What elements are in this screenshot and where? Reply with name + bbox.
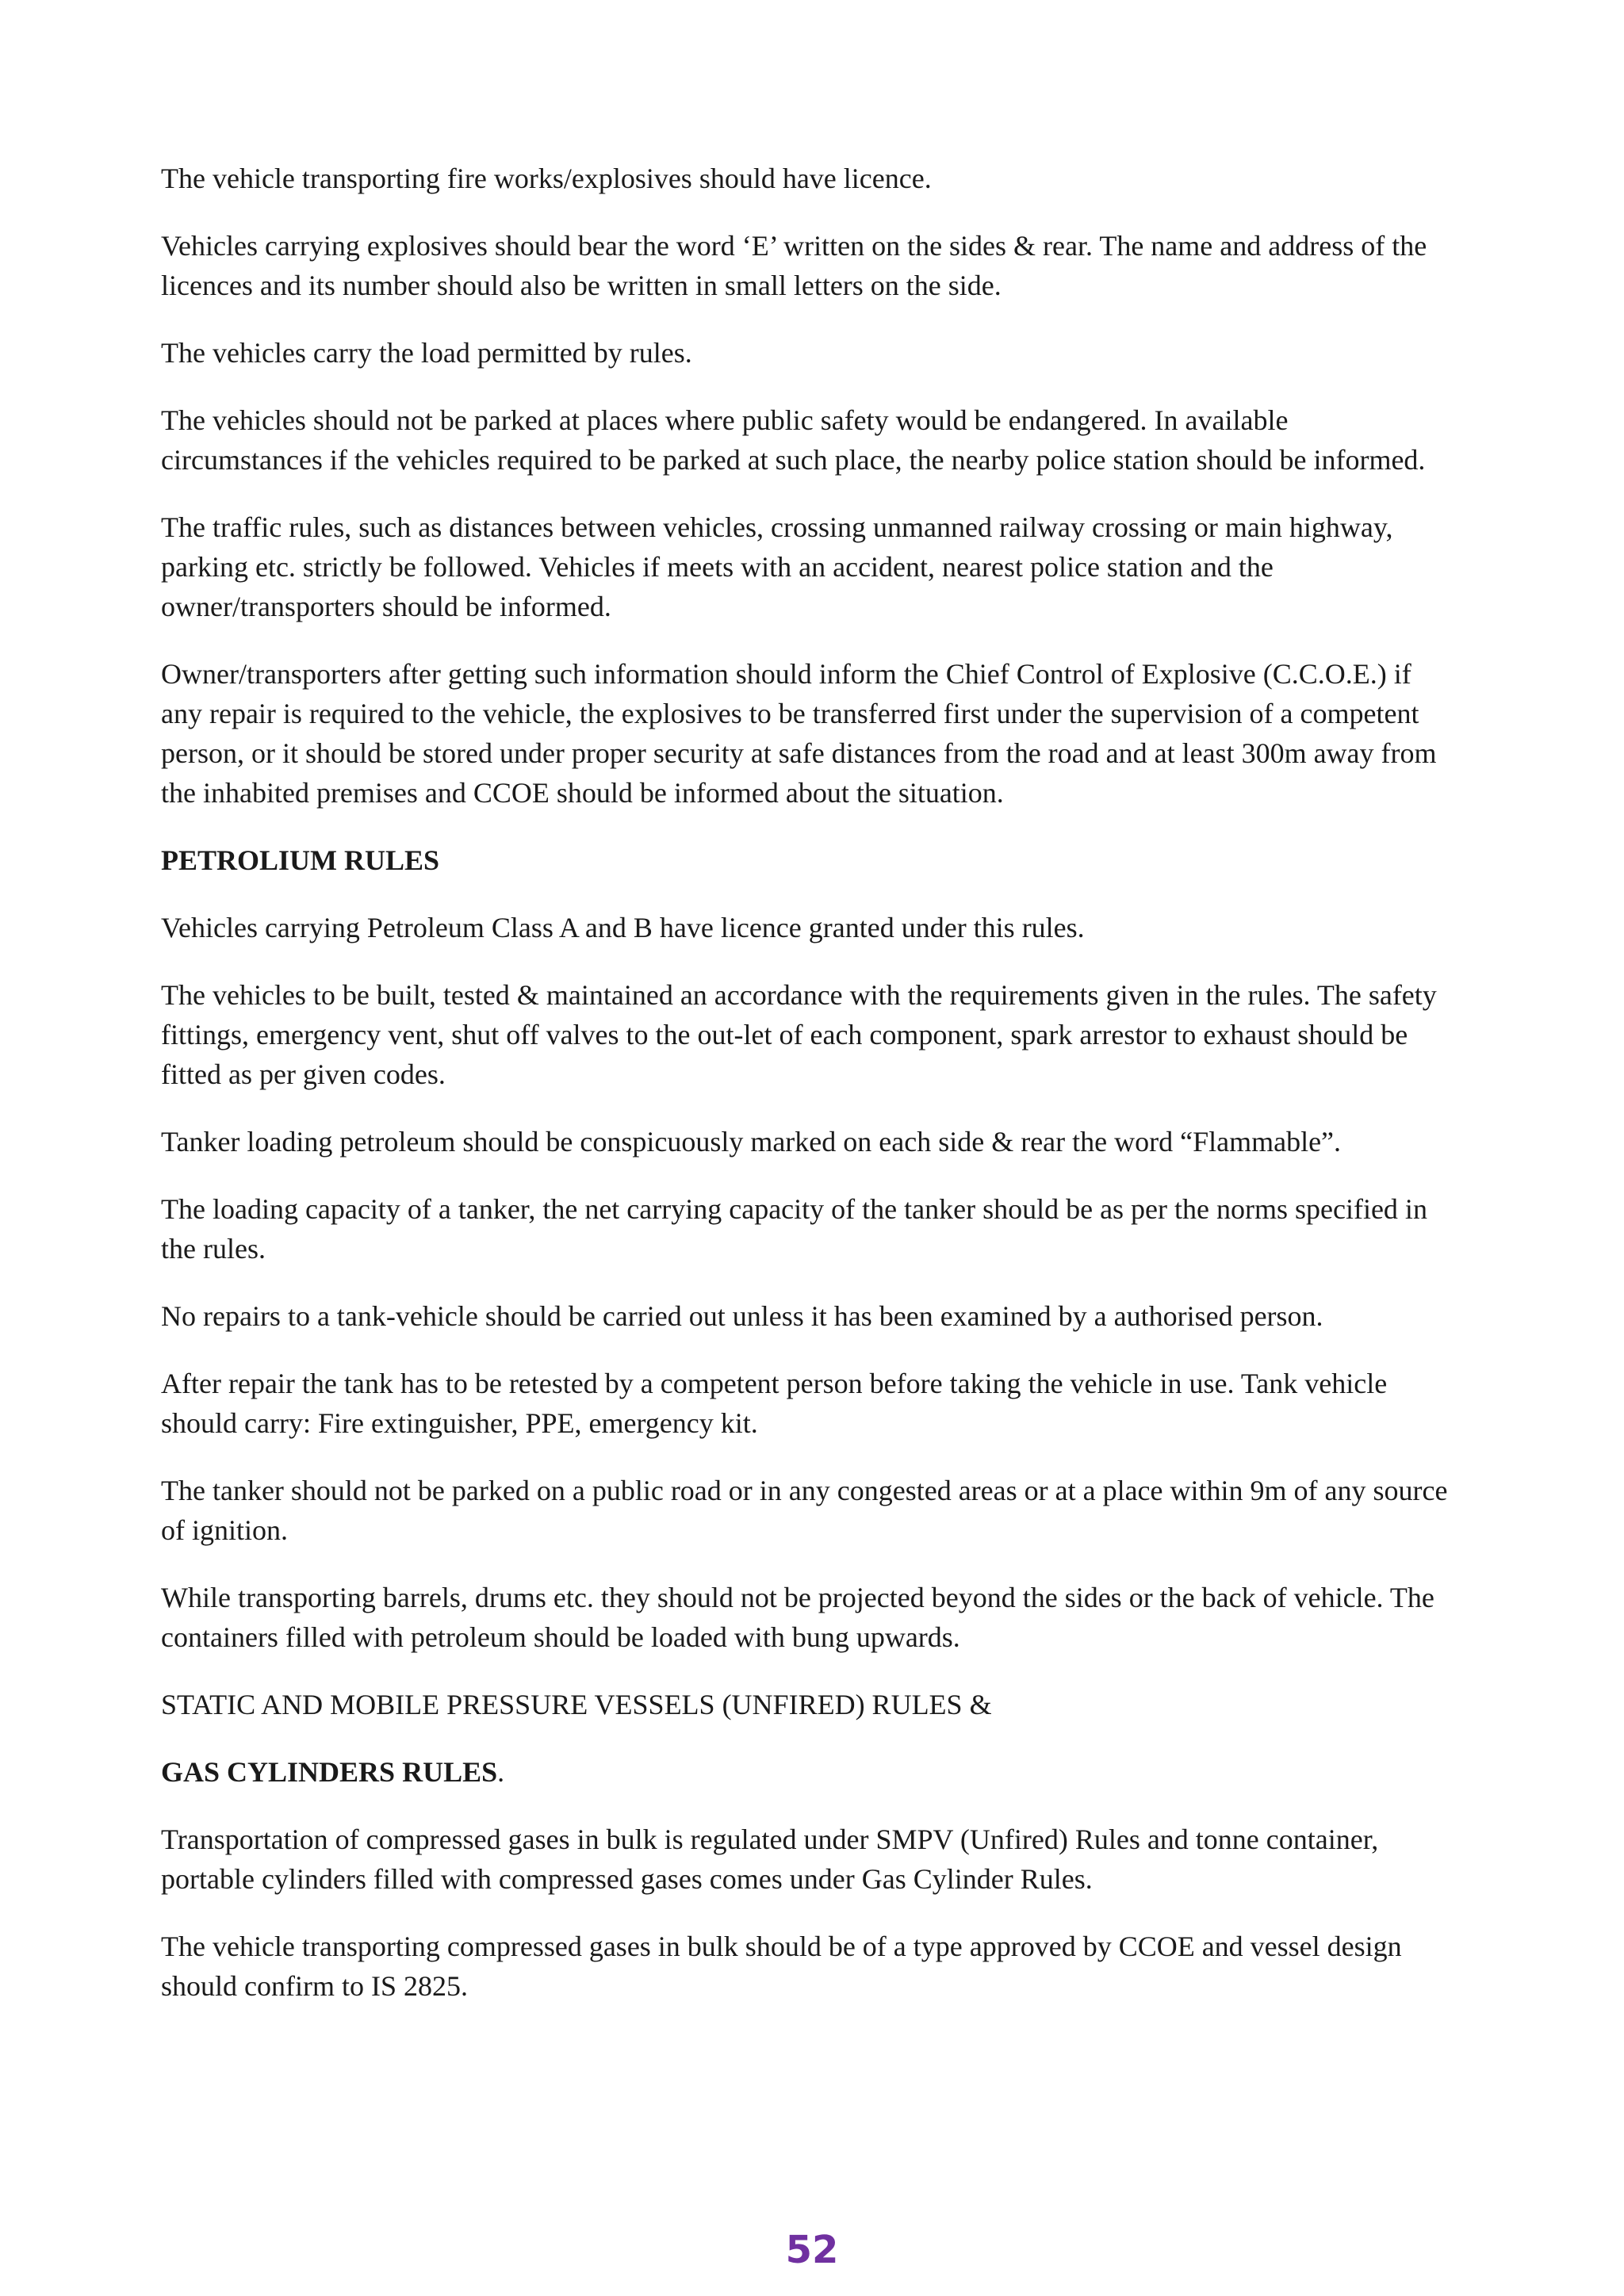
heading-text: GAS CYLINDERS RULES	[161, 1756, 498, 1788]
paragraph: After repair the tank has to be retested by a competent person before taking the vehicle in use. Tank vehicle should carry: Fire extinguisher, PPE, emergency kit.	[161, 1368, 1388, 1439]
section-heading-petrolium-rules: PETROLIUM RULES	[161, 844, 440, 876]
paragraph: The vehicles should not be parked at places where public safety would be endangered. In available circumstances if the vehicles required to be parked at such place, the nearby police station should be informed.	[161, 404, 1426, 476]
section-heading-gas-cylinders-rules	[161, 1752, 1454, 1792]
paragraph: Vehicles carrying explosives should bear the word ‘E’ written on the sides & rear. The name and address of the licences and its number should also be written in small letters on the side.	[161, 230, 1427, 301]
paragraph: Owner/transporters after getting such information should inform the Chief Control of Explosive (C.C.O.E.) if any repair is required to the vehicle, the explosives to be transferred first under the supervision of a competent person, or it should be stored under proper security at safe distances from the road and at least 300m away from the inhabited premises and CCOE should be informed about the situation.	[161, 658, 1437, 809]
paragraph: Vehicles carrying Petroleum Class A and B have licence granted under this rules.	[161, 912, 1085, 943]
paragraph: The tanker should not be parked on a public road or in any congested areas or at a place within 9m of any source of ignition.	[161, 1475, 1448, 1546]
paragraph: The vehicles to be built, tested & maintained an accordance with the requirements given in the rules. The safety fittings, emergency vent, shut off valves to the out-let of each component, spark arrestor to exhaust should be fitted as per given codes.	[161, 979, 1437, 1090]
paragraph: No repairs to a tank-vehicle should be carried out unless it has been examined by a authorised person.	[161, 1300, 1323, 1332]
section-heading-smpv-rules: STATIC AND MOBILE PRESSURE VESSELS (UNFIRED) RULES &	[161, 1689, 992, 1720]
paragraph: The traffic rules, such as distances between vehicles, crossing unmanned railway crossing or main highway, parking etc. strictly be followed. Vehicles if meets with an accident, nearest police station and the owner/transporters should be informed.	[161, 511, 1393, 622]
page-number: 52	[785, 2228, 839, 2272]
paragraph: The vehicle transporting fire works/explosives should have licence.	[161, 163, 932, 194]
paragraph: The loading capacity of a tanker, the net carrying capacity of the tanker should be as per the norms specified in the rules.	[161, 1193, 1427, 1265]
document-body	[161, 159, 1454, 2034]
paragraph: Tanker loading petroleum should be conspicuously marked on each side & rear the word “Flammable”.	[161, 1126, 1342, 1158]
paragraph: The vehicle transporting compressed gases in bulk should be of a type approved by CCOE and vessel design should confirm to IS 2825.	[161, 1931, 1402, 2002]
heading-suffix: .	[497, 1756, 505, 1788]
paragraph: Transportation of compressed gases in bulk is regulated under SMPV (Unfired) Rules and tonne container, portable cylinders filled with compressed gases comes under Gas Cylinder Rules.	[161, 1823, 1379, 1895]
paragraph: The vehicles carry the load permitted by rules.	[161, 337, 692, 369]
paragraph: While transporting barrels, drums etc. they should not be projected beyond the sides or the back of vehicle. The containers filled with petroleum should be loaded with bung upwards.	[161, 1582, 1434, 1653]
